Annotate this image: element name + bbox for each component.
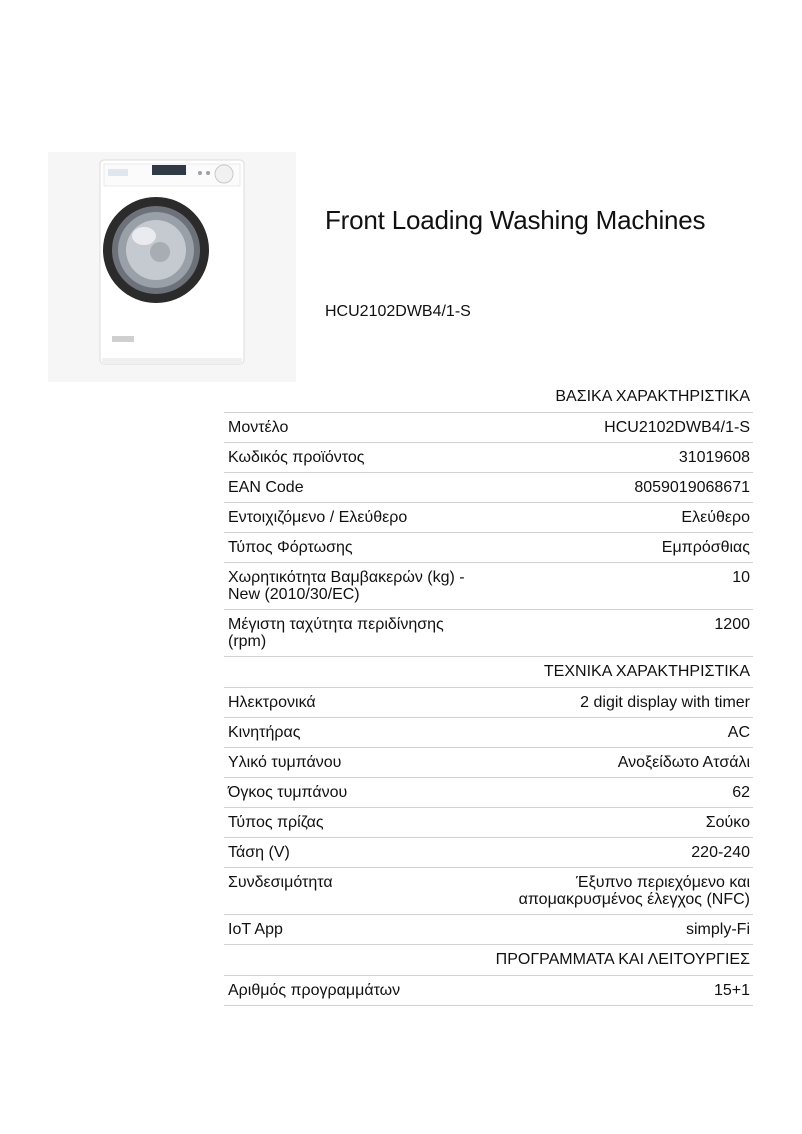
spec-row [224,563,753,610]
spec-row [224,503,753,533]
spec-value: 31019608 [486,443,753,473]
section-heading-row [224,382,753,413]
model-code: HCU2102DWB4/1-S [325,303,471,320]
spec-label: Τάση (V) [224,838,486,868]
spec-value: Έξυπνο περιεχόμενο και απομακρυσμένος έλεγχος (NFC) [486,868,753,915]
washing-machine-icon [48,152,296,382]
spec-label: Μοντέλο [224,413,486,443]
spec-label: Τύπος πρίζας [224,808,486,838]
spec-value: 62 [486,778,753,808]
spec-label: Κινητήρας [224,718,486,748]
section-heading-row [224,945,753,976]
page-title: Front Loading Washing Machines [325,205,706,235]
spec-label: EAN Code [224,473,486,503]
spec-row [224,688,753,718]
spec-value: Ανοξείδωτο Ατσάλι [486,748,753,778]
spec-row [224,748,753,778]
product-photo [48,152,296,382]
spec-label: Μέγιστη ταχύτητα περιδίνησης (rpm) [224,610,486,657]
spec-label: Όγκος τυμπάνου [224,778,486,808]
spec-label: Τύπος Φόρτωσης [224,533,486,563]
spec-label: Χωρητικότητα Βαμβακερών (kg) - New (2010/30/EC) [224,563,486,610]
spec-label: Κωδικός προϊόντος [224,443,486,473]
spec-row [224,610,753,657]
spec-label: IoT App [224,915,486,945]
spec-value: AC [486,718,753,748]
spec-value: Ελεύθερο [486,503,753,533]
section-heading-row [224,657,753,688]
spec-label: Υλικό τυμπάνου [224,748,486,778]
spec-value: 220-240 [486,838,753,868]
spec-value: 15+1 [486,976,753,1006]
spec-row [224,413,753,443]
spec-value: HCU2102DWB4/1-S [486,413,753,443]
spec-row [224,473,753,503]
spec-value: 8059019068671 [486,473,753,503]
spec-row [224,808,753,838]
spec-row [224,868,753,915]
spec-label: Ηλεκτρονικά [224,688,486,718]
spec-row [224,976,753,1006]
spec-row [224,443,753,473]
spec-value: 10 [486,563,753,610]
section-heading: ΠΡΟΓΡΑΜΜΑΤΑ ΚΑΙ ΛΕΙΤΟΥΡΓΙΕΣ [486,945,753,976]
spec-value: simply-Fi [486,915,753,945]
spec-label: Αριθμός προγραμμάτων [224,976,486,1006]
spec-row [224,778,753,808]
spec-row [224,915,753,945]
section-heading: ΤΕΧΝΙΚΑ ΧΑΡΑΚΤΗΡΙΣΤΙΚΑ [486,657,753,688]
spec-row [224,718,753,748]
spec-label: Συνδεσιμότητα [224,868,486,915]
spec-row [224,533,753,563]
spec-value: Εμπρόσθιας [486,533,753,563]
spec-row [224,838,753,868]
spec-table [224,382,753,1006]
spec-value: 1200 [486,610,753,657]
section-heading: ΒΑΣΙΚΑ ΧΑΡΑΚΤΗΡΙΣΤΙΚΑ [486,382,753,413]
spec-value: 2 digit display with timer [486,688,753,718]
spec-value: Σούκο [486,808,753,838]
spec-label: Εντοιχιζόμενο / Ελεύθερο [224,503,486,533]
